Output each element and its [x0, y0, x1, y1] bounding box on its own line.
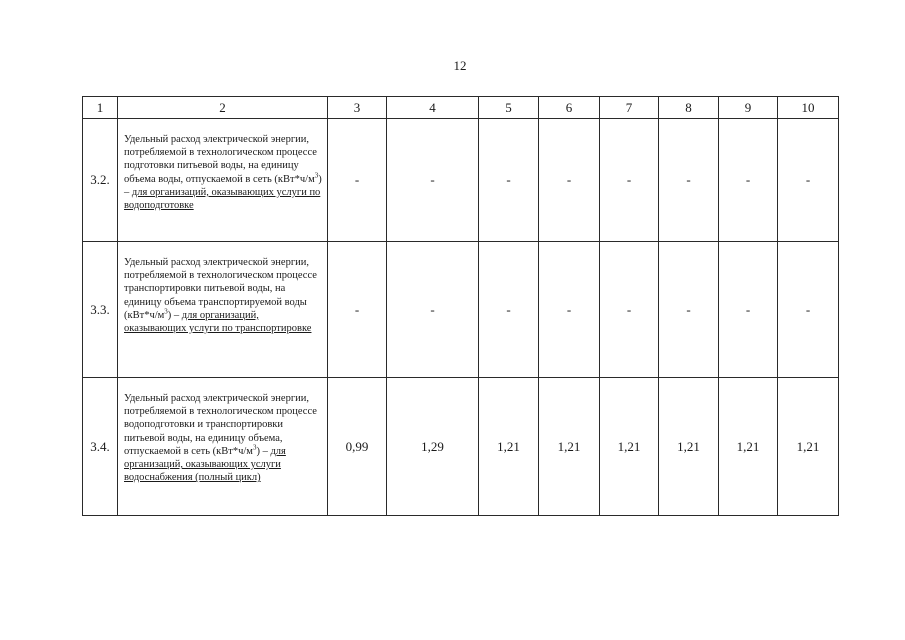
column-header: 7 [600, 97, 659, 119]
table-cell: - [479, 242, 539, 378]
table-cell: 1,21 [479, 378, 539, 516]
column-header: 3 [328, 97, 387, 119]
table-cell: - [600, 119, 659, 242]
table-cell: - [778, 242, 839, 378]
table-row [83, 378, 839, 516]
table-cell: - [719, 242, 778, 378]
table-cell: - [778, 119, 839, 242]
row-number: 3.4. [83, 378, 118, 516]
table-cell: - [659, 119, 719, 242]
table-cell: 0,99 [328, 378, 387, 516]
table-cell: 1,21 [719, 378, 778, 516]
table-cell: - [479, 119, 539, 242]
column-header: 1 [83, 97, 118, 119]
row-description: Удельный расход электрической энергии, потребляемой в технологическом процессе водоподготовки и транспортировки питьевой воды, на единицу объема, отпускаемой в сеть $(кВт*ч/м^3)$ – для организаций, оказывающих услуги водоснабжения (полный цикл) [118, 378, 328, 516]
table-row [83, 242, 839, 378]
table-cell: - [719, 119, 778, 242]
column-header: 5 [479, 97, 539, 119]
table-cell: 1,21 [659, 378, 719, 516]
column-header: 9 [719, 97, 778, 119]
column-header: 2 [118, 97, 328, 119]
table-cell: - [328, 242, 387, 378]
table-cell: - [387, 242, 479, 378]
indicators-table [82, 96, 839, 516]
column-header: 6 [539, 97, 600, 119]
table-cell: 1,21 [600, 378, 659, 516]
page-number: 12 [453, 58, 467, 73]
table-row [83, 119, 839, 242]
table-cell: - [539, 119, 600, 242]
row-number: 3.3. [83, 242, 118, 378]
table-cell: - [328, 119, 387, 242]
column-header: 10 [778, 97, 839, 119]
table-cell: 1,21 [539, 378, 600, 516]
table-cell: - [600, 242, 659, 378]
table-cell: - [539, 242, 600, 378]
table-cell: - [659, 242, 719, 378]
table-header-row [83, 97, 839, 119]
table-cell: - [387, 119, 479, 242]
row-description: Удельный расход электрической энергии, потребляемой в технологическом процессе транспортировки питьевой воды, на единицу объема транспортируемой воды $(кВт*ч/м^3)$ – для организаций, оказывающих услуги по транспортировке [118, 242, 328, 378]
column-header: 8 [659, 97, 719, 119]
table-cell: 1,21 [778, 378, 839, 516]
table-cell: 1,29 [387, 378, 479, 516]
row-number: 3.2. [83, 119, 118, 242]
row-description: Удельный расход электрической энергии, потребляемой в технологическом процессе подготовки питьевой воды, на единицу объема воды, отпускаемой в сеть $(кВт*ч/м^3)$ – для организаций, оказывающих услуги по водоподготовке [118, 119, 328, 242]
column-header: 4 [387, 97, 479, 119]
